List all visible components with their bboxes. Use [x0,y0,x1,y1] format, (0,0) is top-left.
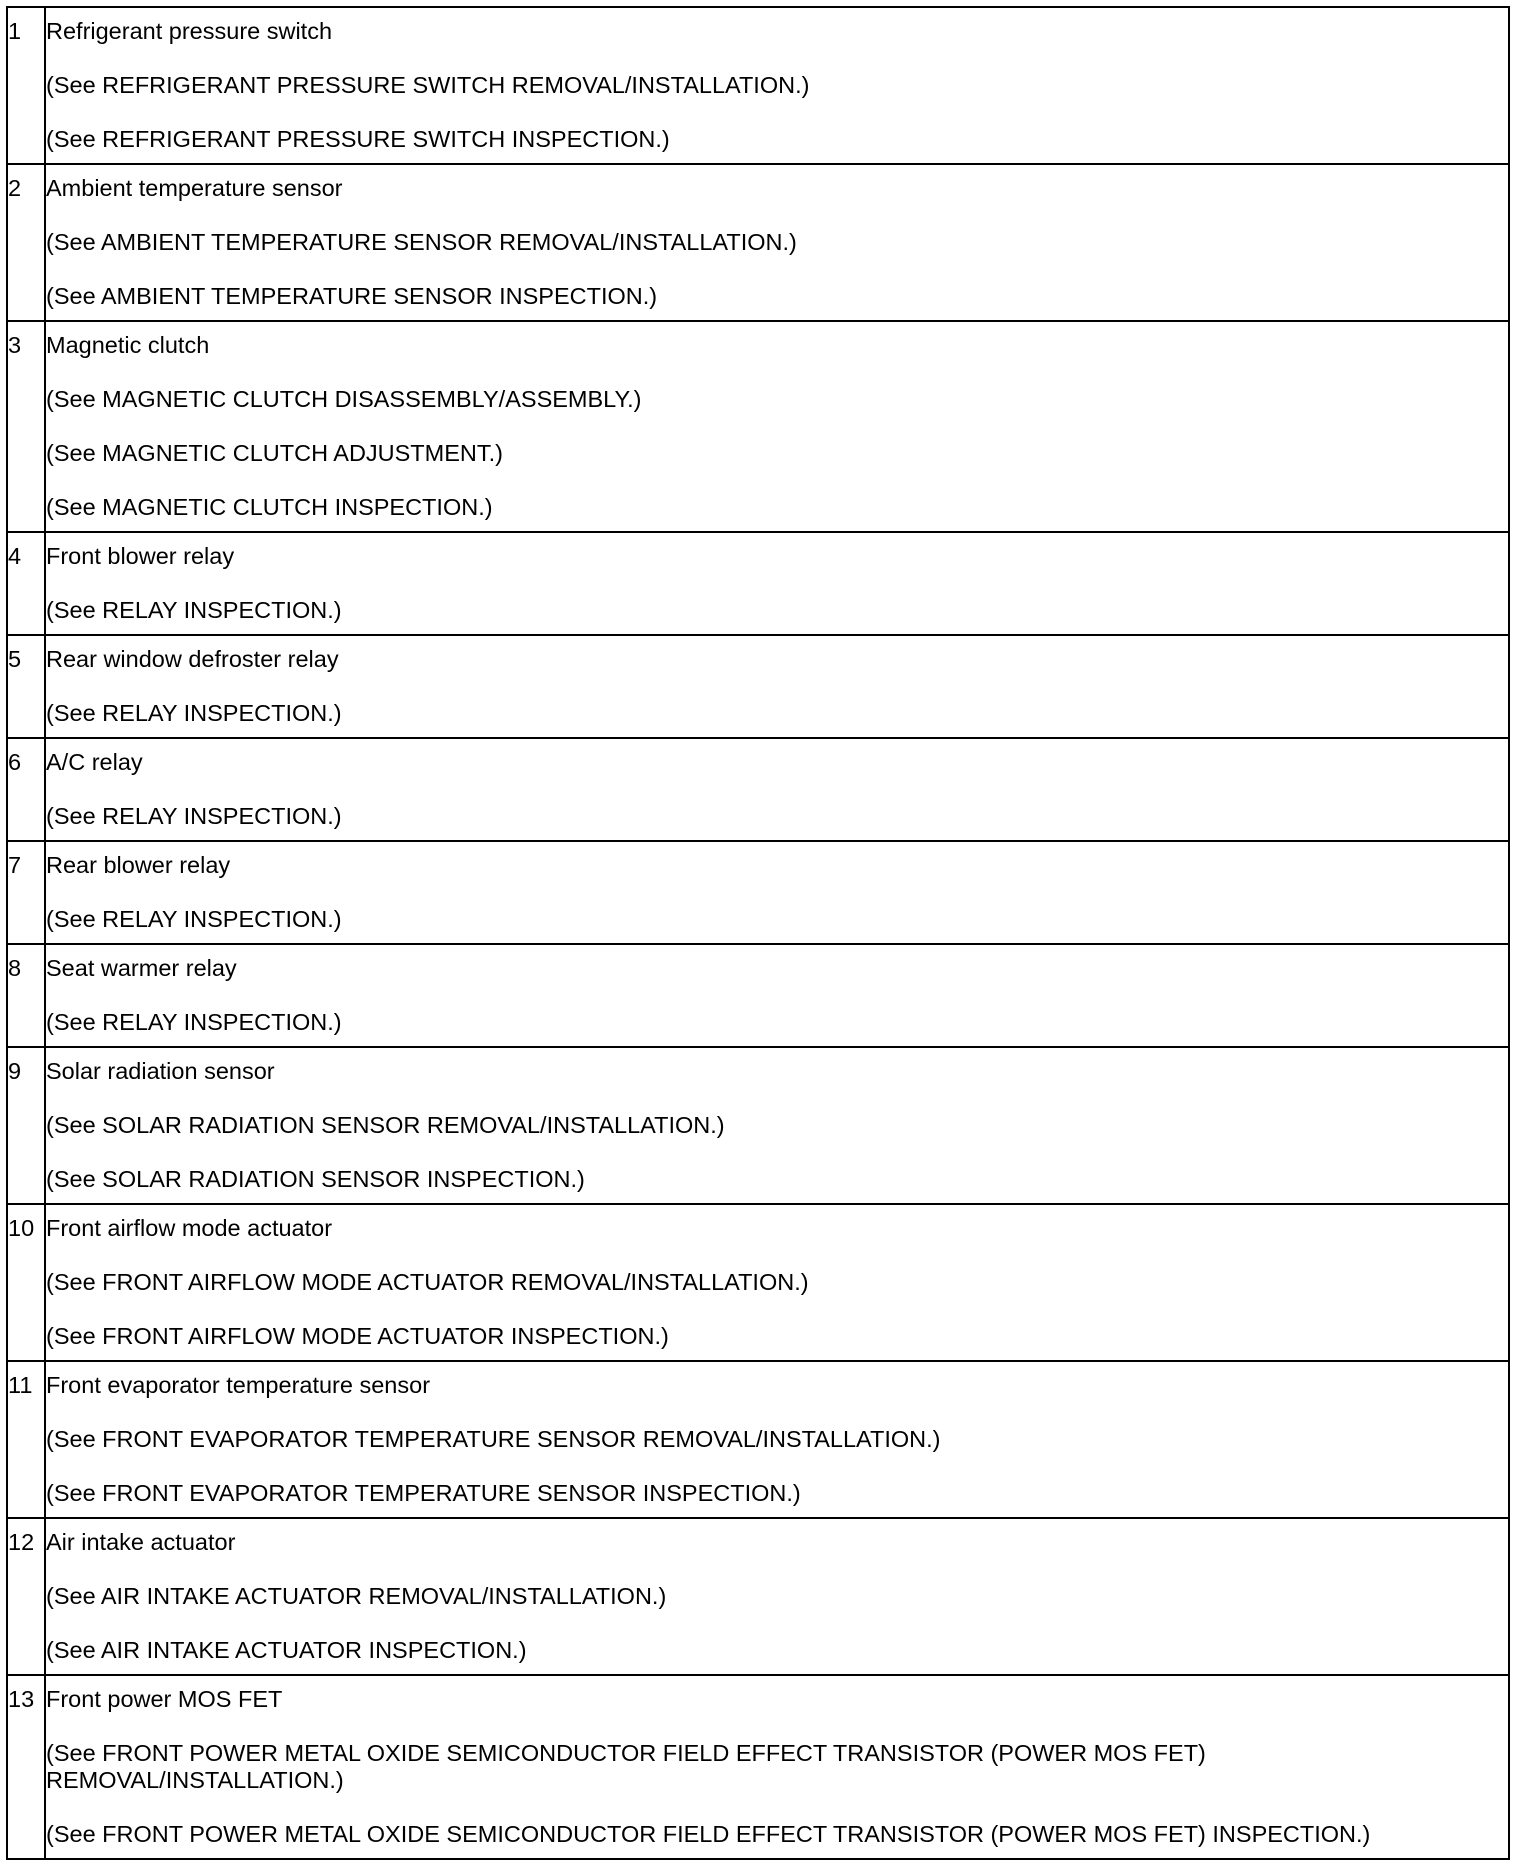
item-number: 7 [8,852,22,878]
item-number: 4 [8,543,22,569]
item-description-cell [45,944,1509,1047]
item-references [46,45,1508,153]
item-number: 12 [8,1529,35,1555]
table-row-9 [7,1047,1509,1204]
reference-link[interactable]: (See REFRIGERANT PRESSURE SWITCH INSPECTION.) [46,126,670,152]
item-title: Front blower relay [46,543,235,569]
item-references [46,1242,1508,1350]
item-number-cell [7,7,45,164]
item-title: Magnetic clutch [46,332,210,358]
item-number: 9 [8,1058,22,1084]
item-references [46,1399,1508,1507]
table-row-10 [7,1204,1509,1361]
reference-link[interactable]: (See AMBIENT TEMPERATURE SENSOR INSPECTION.) [46,283,658,309]
item-description-cell [45,7,1509,164]
reference-link[interactable]: (See FRONT POWER METAL OXIDE SEMICONDUCTOR FIELD EFFECT TRANSISTOR (POWER MOS FET) INSPECTION.) [46,1821,1371,1847]
item-description-cell [45,635,1509,738]
item-references [46,570,1508,624]
table-row-1 [7,7,1509,164]
item-number-cell [7,738,45,841]
item-number-cell [7,841,45,944]
item-number: 11 [8,1372,33,1398]
item-number: 2 [8,175,22,201]
item-number-cell [7,1047,45,1204]
item-title: Refrigerant pressure switch [46,18,333,44]
item-title: Rear window defroster relay [46,646,339,672]
item-references [46,1085,1508,1193]
item-title: Front evaporator temperature sensor [46,1372,431,1398]
table-row-5 [7,635,1509,738]
table-row-6 [7,738,1509,841]
item-number: 6 [8,749,22,775]
item-title: Solar radiation sensor [46,1058,275,1084]
item-number: 3 [8,332,22,358]
item-number-cell [7,1204,45,1361]
item-description-cell [45,321,1509,532]
item-description-cell [45,841,1509,944]
item-number-cell [7,944,45,1047]
parts-table-body [7,7,1509,1859]
item-description-cell [45,1047,1509,1204]
reference-link[interactable]: (See RELAY INSPECTION.) [46,906,342,932]
item-number: 8 [8,955,22,981]
item-number: 13 [8,1686,35,1712]
reference-link[interactable]: (See RELAY INSPECTION.) [46,1009,342,1035]
reference-link[interactable]: (See MAGNETIC CLUTCH INSPECTION.) [46,494,493,520]
reference-link[interactable]: (See RELAY INSPECTION.) [46,597,342,623]
item-description-cell [45,532,1509,635]
item-title: Air intake actuator [46,1529,236,1555]
reference-link[interactable]: (See RELAY INSPECTION.) [46,700,342,726]
table-row-12 [7,1518,1509,1675]
item-title: Front airflow mode actuator [46,1215,333,1241]
table-row-2 [7,164,1509,321]
reference-link[interactable]: (See MAGNETIC CLUTCH ADJUSTMENT.) [46,440,503,466]
item-references [46,1713,1508,1848]
item-number-cell [7,164,45,321]
table-row-7 [7,841,1509,944]
table-row-13 [7,1675,1509,1859]
item-title: Rear blower relay [46,852,231,878]
reference-link[interactable]: (See RELAY INSPECTION.) [46,803,342,829]
item-description-cell [45,738,1509,841]
table-row-11 [7,1361,1509,1518]
item-references [46,879,1508,933]
reference-link[interactable]: (See FRONT POWER METAL OXIDE SEMICONDUCTOR FIELD EFFECT TRANSISTOR (POWER MOS FET) REMOVAL/INSTALLATION.) [46,1740,1206,1793]
item-number-cell [7,321,45,532]
item-title: Front power MOS FET [46,1686,283,1712]
item-number-cell [7,1361,45,1518]
reference-link[interactable]: (See FRONT EVAPORATOR TEMPERATURE SENSOR INSPECTION.) [46,1480,801,1506]
parts-table [6,6,1510,1860]
item-description-cell [45,1518,1509,1675]
item-title: A/C relay [46,749,143,775]
reference-link[interactable]: (See FRONT AIRFLOW MODE ACTUATOR REMOVAL/INSTALLATION.) [46,1269,809,1295]
item-title: Seat warmer relay [46,955,237,981]
reference-link[interactable]: (See AMBIENT TEMPERATURE SENSOR REMOVAL/INSTALLATION.) [46,229,797,255]
item-number-cell [7,1675,45,1859]
item-references [46,202,1508,310]
item-number-cell [7,532,45,635]
table-row-3 [7,321,1509,532]
reference-link[interactable]: (See MAGNETIC CLUTCH DISASSEMBLY/ASSEMBLY.) [46,386,642,412]
item-number-cell [7,635,45,738]
item-number-cell [7,1518,45,1675]
reference-link[interactable]: (See REFRIGERANT PRESSURE SWITCH REMOVAL/INSTALLATION.) [46,72,810,98]
item-references [46,1556,1508,1664]
item-description-cell [45,1361,1509,1518]
item-description-cell [45,1204,1509,1361]
item-number: 1 [8,18,22,44]
item-description-cell [45,164,1509,321]
item-number: 10 [8,1215,35,1241]
item-references [46,982,1508,1036]
reference-link[interactable]: (See AIR INTAKE ACTUATOR REMOVAL/INSTALLATION.) [46,1583,667,1609]
reference-link[interactable]: (See SOLAR RADIATION SENSOR INSPECTION.) [46,1166,585,1192]
reference-link[interactable]: (See SOLAR RADIATION SENSOR REMOVAL/INSTALLATION.) [46,1112,725,1138]
item-references [46,776,1508,830]
item-references [46,673,1508,727]
reference-link[interactable]: (See FRONT EVAPORATOR TEMPERATURE SENSOR REMOVAL/INSTALLATION.) [46,1426,941,1452]
reference-link[interactable]: (See AIR INTAKE ACTUATOR INSPECTION.) [46,1637,527,1663]
item-number: 5 [8,646,22,672]
item-description-cell [45,1675,1509,1859]
table-row-8 [7,944,1509,1047]
reference-link[interactable]: (See FRONT AIRFLOW MODE ACTUATOR INSPECTION.) [46,1323,669,1349]
item-references [46,359,1508,521]
item-title: Ambient temperature sensor [46,175,343,201]
table-row-4 [7,532,1509,635]
